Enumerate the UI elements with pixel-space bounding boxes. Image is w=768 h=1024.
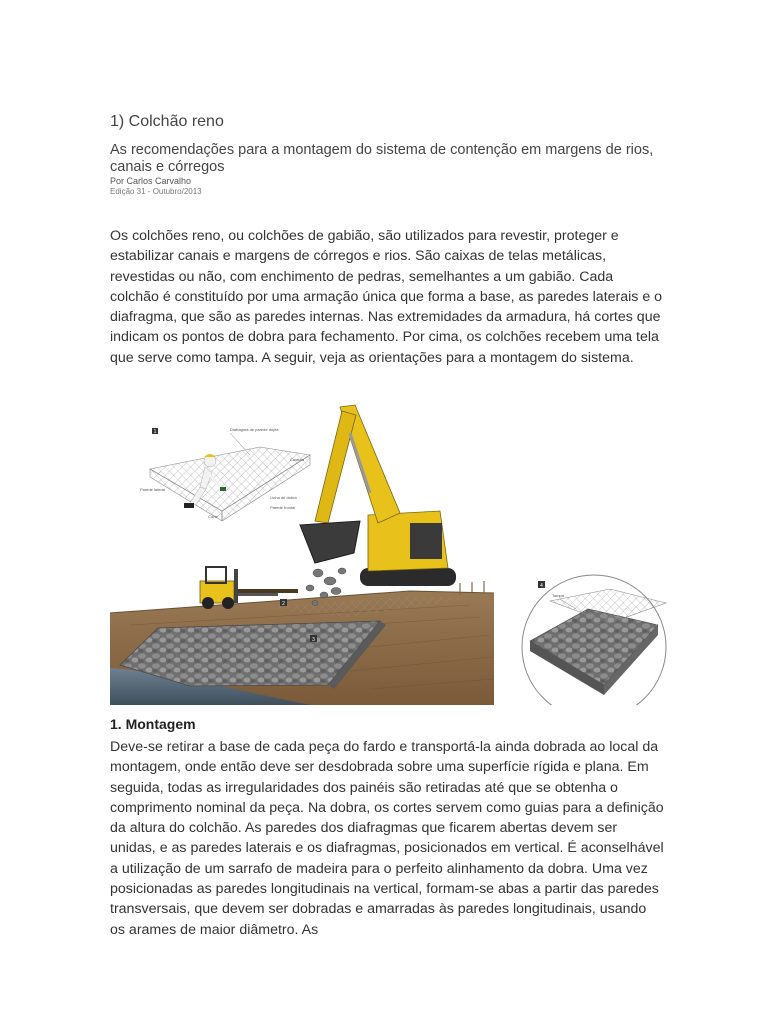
step1-heading: 1. Montagem (110, 716, 196, 732)
article-subtitle: As recomendações para a montagem do sistema de contenção em margens de rios, canais e córregos (110, 142, 654, 175)
step-marker-3: 3 (312, 637, 315, 643)
label-edge: Costura (290, 457, 305, 462)
label-lid: Tampa (552, 593, 565, 598)
intro-paragraph: Os colchões reno, ou colchões de gabião, são utilizados para revestir, proteger e estabilizar canais e margens de córregos e rios. São caixas de telas metálicas, revestidas ou não, com enchimento de pedras, semelhantes a um gabião. Cada colchão é constituído por uma armação única que forma a base, as paredes laterais e o diafragma, que são as paredes internas. Nas extremidades da armadura, há cortes que indicam os pontos de dobra para fechamento. Por cima, os colchões recebem uma tela que serve como tampa. A seguir, veja as orientações para a montagem do sistema. (110, 228, 663, 366)
step-marker-2: 2 (282, 601, 285, 607)
label-front-wall: Parede frontal (270, 505, 296, 510)
edition-info: Edição 31 - Outubro/2013 (110, 187, 202, 196)
montage-illustration (110, 403, 670, 705)
step-marker-4: 4 (540, 583, 543, 589)
step1-body: Deve-se retirar a base de cada peça do fardo e transportá-la ainda dobrada ao local da montagem, onde então deve ser desdobrada sobre uma superfície rígida e plana. Em seguida, todas as irregularidades dos painéis são retiradas até que se obtenha o comprimento nominal da peça. Na dobra, os cortes servem como guias para a definição da altura do colchão. As paredes dos diafragmas que ficarem abertas devem ser unidas, e as paredes laterais e os diafragmas, posicionados em vertical. É aconselhável a utilização de um sarrafo de madeira para o perfeito alinhamento da dobra. Uma vez posicionadas as paredes longitudinais na vertical, formam-se abas a partir das paredes transversais, que devem ser dobradas e amarradas às paredes longitudinais, usando os arames de maior diâmetro. As (110, 739, 664, 938)
step1-inset (140, 427, 310, 521)
label-cut: Corte (208, 514, 218, 519)
illustration-drawing (110, 403, 670, 705)
label-fold-line: Linha de dobra (270, 495, 297, 500)
step-marker-1: 1 (153, 429, 157, 435)
label-side-wall: Parede lateral (140, 487, 165, 492)
step4-inset (522, 575, 666, 705)
excavator (300, 405, 456, 606)
section-title: 1) Colchão reno (110, 113, 224, 130)
label-diaphragm: Diafragma de parede dupla (230, 427, 279, 432)
author-byline: Por Carlos Carvalho (110, 176, 192, 186)
